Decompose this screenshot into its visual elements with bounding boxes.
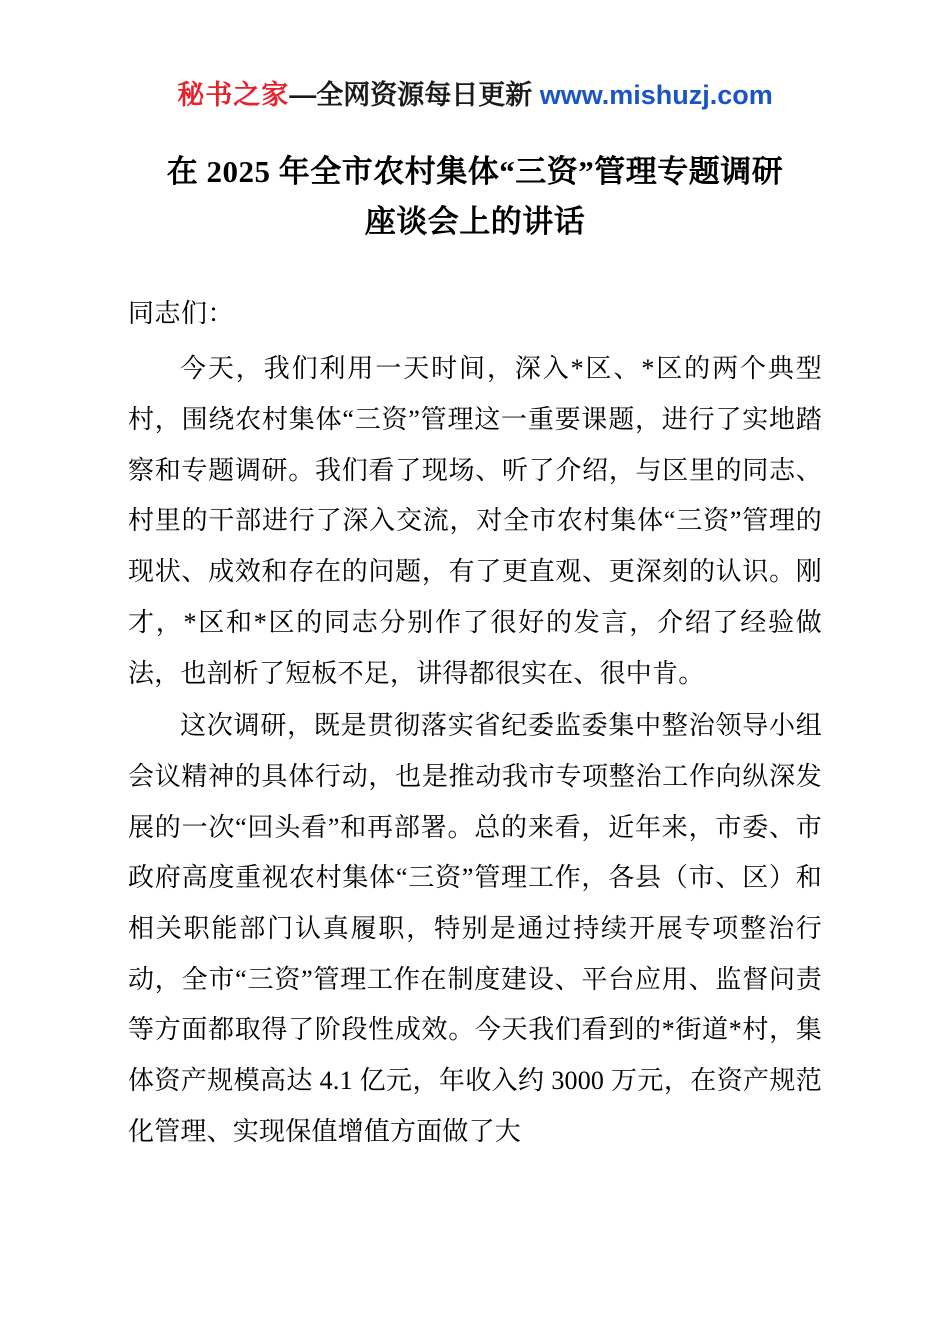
watermark-brand: 秘书之家 <box>177 80 290 110</box>
body-paragraph-2: 这次调研，既是贯彻落实省纪委监委集中整治领导小组会议精神的具体行动，也是推动我市专项整治工作向纵深发展的一次“回头看”和再部署。总的来看，近年来，市委、市政府高度重视农村集体“三资”管理工作，各县（市、区）和相关职能部门认真履职，特别是通过持续开展专项整治行动，全市“三资”管理工作在制度建设、平台应用、监督问责等方面都取得了阶段性成效。今天我们看到的*街道*村，集体资产规模高达 4.1 亿元，年收入约 3000 万元，在资产规范化管理、实现保值增值方面做了大 <box>128 711 822 1146</box>
page-title <box>134 147 816 246</box>
site-watermark <box>128 78 822 113</box>
page-title-line-1: 在 2025 年全市农村集体“三资”管理专题调研 <box>166 154 784 190</box>
page-title-line-2: 座谈会上的讲话 <box>364 203 586 239</box>
watermark-tagline: —全网资源每日更新 <box>289 80 540 110</box>
salutation: 同志们： <box>128 299 235 329</box>
body-paragraph-1: 今天，我们利用一天时间，深入*区、*区的两个典型村，围绕农村集体“三资”管理这一重要课题，进行了实地踏察和专题调研。我们看了现场、听了介绍，与区里的同志、村里的干部进行了深入交流，对全市农村集体“三资”管理的现状、成效和存在的问题，有了更直观、更深刻的认识。刚才，*区和*区的同志分别作了很好的发言，介绍了经验做法，也剖析了短板不足，讲得都很实在、很中肯。 <box>128 354 822 688</box>
watermark-url[interactable]: www.mishuzj.com <box>539 80 773 110</box>
